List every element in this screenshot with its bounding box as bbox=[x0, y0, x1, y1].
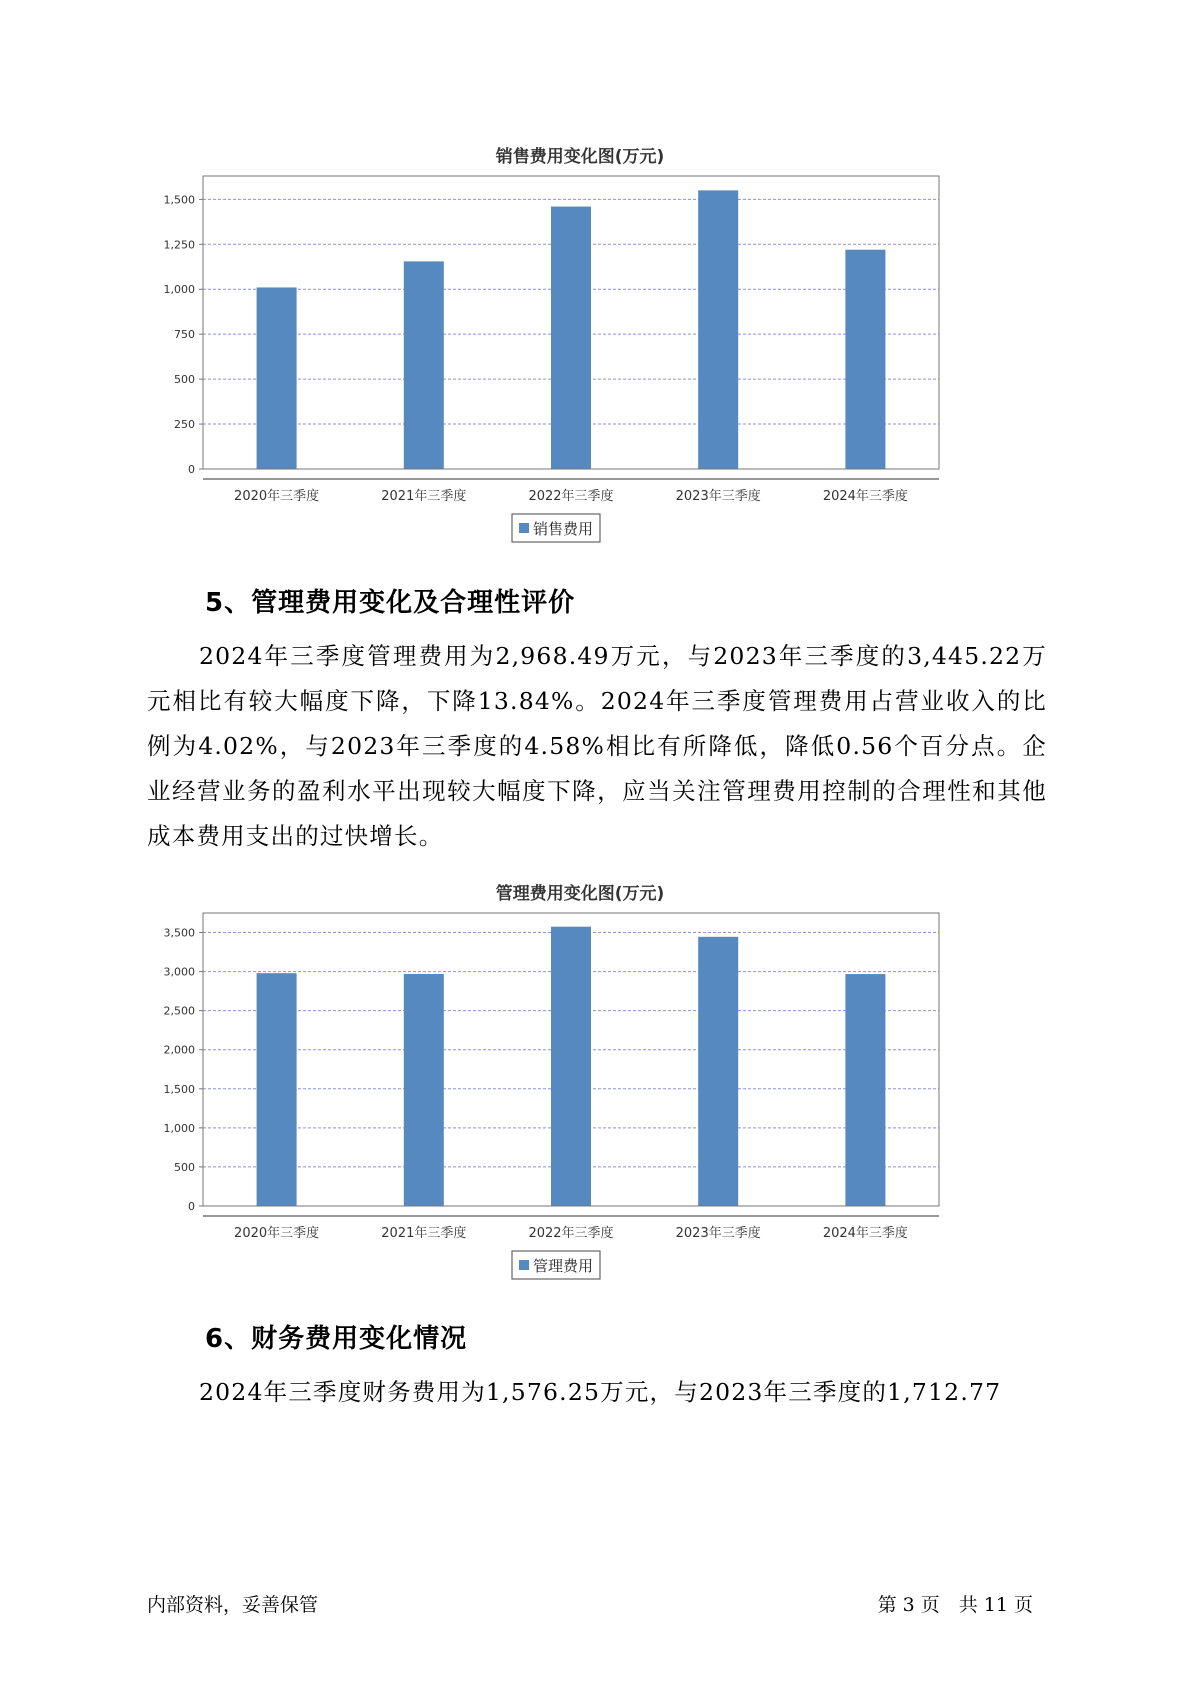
y-tick-label: 500 bbox=[174, 1160, 195, 1174]
chart-title: 销售费用变化图(万元) bbox=[495, 147, 665, 167]
footer-confidential: 内部资料，妥善保管 bbox=[147, 1594, 319, 1616]
y-tick-label: 2,000 bbox=[163, 1043, 195, 1057]
section-5-heading: 5、管理费用变化及合理性评价 bbox=[205, 588, 576, 618]
sales-expense-chart-svg bbox=[150, 140, 1030, 600]
x-tick-label: 2024年三季度 bbox=[822, 1226, 908, 1241]
section-5-text: 2024年三季度管理费用为2,968.49万元，与2023年三季度的3,445.22万元相比有较大幅度下降，下降13.84%。2024年三季度管理费用占营业收入的比例为4.02%，与2023年三季度的4.58%相比有所降低，降低0.56个百分点。企业经营业务的盈利水平出现较大幅度下降，应当关注管理费用控制的合理性和其他成本费用支出的过快增长。 bbox=[147, 642, 1047, 850]
y-tick-label: 500 bbox=[174, 373, 195, 387]
bar bbox=[257, 287, 297, 469]
section-5-paragraph bbox=[147, 634, 1047, 859]
admin-expense-chart bbox=[150, 877, 1030, 1337]
y-tick-label: 2,500 bbox=[163, 1004, 195, 1018]
legend-label: 销售费用 bbox=[533, 520, 594, 538]
legend-swatch bbox=[519, 1260, 529, 1270]
bar bbox=[845, 974, 885, 1206]
x-tick-label: 2021年三季度 bbox=[381, 489, 467, 504]
bar bbox=[698, 937, 738, 1206]
y-tick-label: 1,500 bbox=[163, 193, 195, 207]
x-tick-label: 2022年三季度 bbox=[528, 489, 614, 504]
x-tick-label: 2024年三季度 bbox=[822, 489, 908, 504]
bar bbox=[845, 250, 885, 469]
x-tick-label: 2021年三季度 bbox=[381, 1226, 467, 1241]
section-6-heading: 6、财务费用变化情况 bbox=[205, 1324, 468, 1354]
bar bbox=[404, 974, 444, 1206]
section-6-paragraph bbox=[147, 1370, 1047, 1415]
y-tick-label: 1,000 bbox=[163, 283, 195, 297]
bar bbox=[551, 927, 591, 1206]
chart-legend bbox=[512, 514, 600, 542]
legend-swatch bbox=[519, 523, 529, 533]
sales-expense-chart bbox=[150, 140, 1030, 600]
bar bbox=[257, 973, 297, 1206]
y-tick-label: 1,500 bbox=[163, 1082, 195, 1096]
bar bbox=[551, 207, 591, 469]
chart-title: 管理费用变化图(万元) bbox=[495, 884, 665, 904]
footer-page-number: 第 3 页 共 11 页 bbox=[877, 1594, 1033, 1616]
admin-expense-chart-svg bbox=[150, 877, 1030, 1337]
y-tick-label: 3,000 bbox=[163, 965, 195, 979]
bar bbox=[698, 190, 738, 469]
y-tick-label: 0 bbox=[188, 1200, 195, 1213]
y-tick-label: 1,000 bbox=[163, 1121, 195, 1135]
chart-legend bbox=[512, 1251, 600, 1279]
y-tick-label: 3,500 bbox=[163, 926, 195, 940]
y-tick-label: 0 bbox=[188, 463, 195, 476]
x-tick-label: 2022年三季度 bbox=[528, 1226, 614, 1241]
y-tick-label: 250 bbox=[174, 418, 195, 432]
x-tick-label: 2023年三季度 bbox=[675, 1226, 761, 1241]
section-6-text: 2024年三季度财务费用为1,576.25万元，与2023年三季度的1,712.77 bbox=[199, 1378, 1002, 1406]
x-tick-label: 2020年三季度 bbox=[234, 1226, 320, 1241]
x-tick-label: 2020年三季度 bbox=[234, 489, 320, 504]
bar bbox=[404, 261, 444, 469]
x-tick-label: 2023年三季度 bbox=[675, 489, 761, 504]
legend-label: 管理费用 bbox=[533, 1257, 594, 1275]
y-tick-label: 750 bbox=[174, 328, 195, 342]
y-tick-label: 1,250 bbox=[163, 238, 195, 252]
